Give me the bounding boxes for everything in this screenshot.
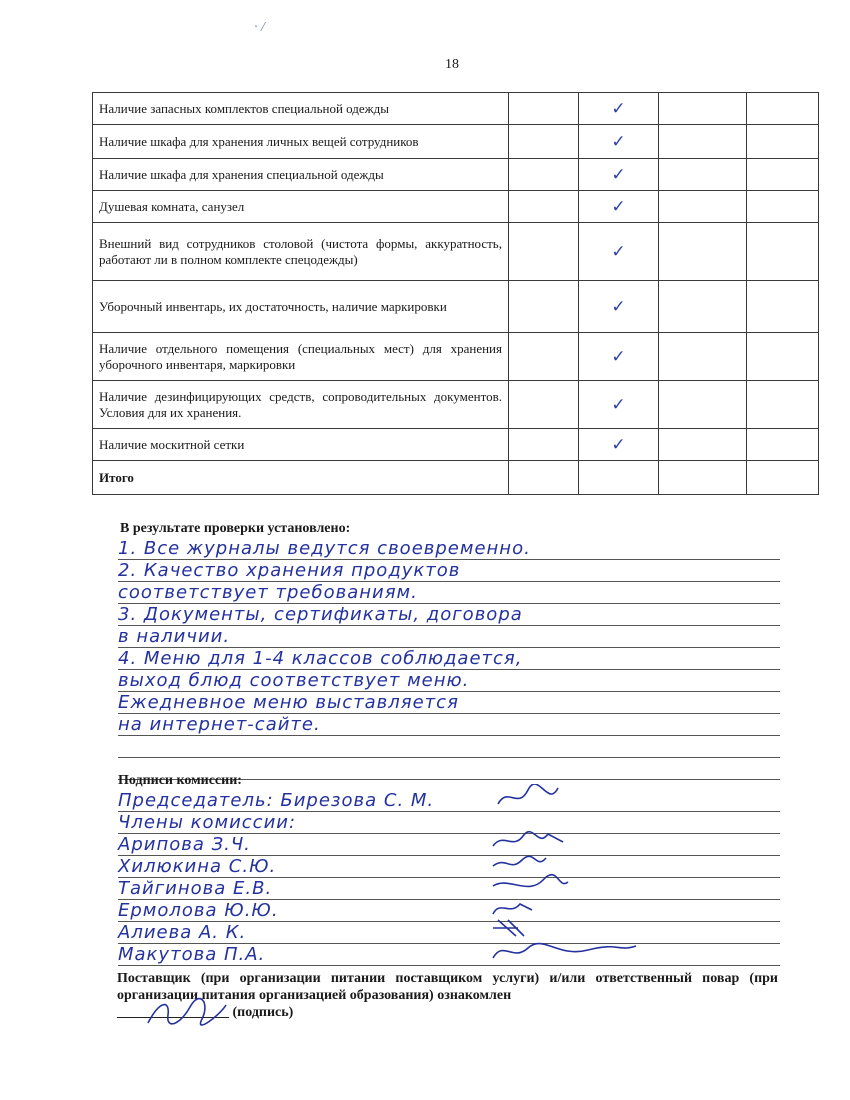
empty-cell bbox=[747, 223, 819, 281]
findings-heading: В результате проверки установлено: bbox=[120, 521, 351, 536]
supplier-signature-label: (подпись) bbox=[232, 1005, 294, 1020]
finding-line: 3. Документы, сертификаты, договора bbox=[118, 604, 780, 626]
empty-cell bbox=[659, 93, 747, 125]
signature-name: Члены комиссии: bbox=[118, 812, 297, 833]
chairperson-signature-line bbox=[118, 790, 780, 812]
findings-lines bbox=[118, 538, 780, 780]
empty-cell bbox=[509, 159, 579, 191]
check-mark: ✓ bbox=[579, 191, 659, 223]
finding-line: выход блюд соответствует меню. bbox=[118, 670, 780, 692]
empty-cell bbox=[747, 159, 819, 191]
criterion-cell: Наличие шкафа для хранения личных вещей сотрудников bbox=[93, 125, 509, 159]
member-signature-line bbox=[118, 856, 780, 878]
empty-cell bbox=[509, 429, 579, 461]
total-row bbox=[93, 461, 819, 495]
table-row bbox=[93, 93, 819, 125]
handwritten-signature bbox=[488, 938, 638, 966]
empty-cell bbox=[659, 223, 747, 281]
member-signature-line bbox=[118, 922, 780, 944]
finding-line bbox=[118, 736, 780, 758]
empty-cell bbox=[747, 333, 819, 381]
finding-line: в наличии. bbox=[118, 626, 780, 648]
criterion-cell: Наличие москитной сетки bbox=[93, 429, 509, 461]
table-row bbox=[93, 125, 819, 159]
criterion-cell: Душевая комната, санузел bbox=[93, 191, 509, 223]
finding-line: Ежедневное меню выставляется bbox=[118, 692, 780, 714]
member-signature-line bbox=[118, 834, 780, 856]
check-mark: ✓ bbox=[579, 223, 659, 281]
supplier-signature-blank: ________________ bbox=[117, 1005, 229, 1020]
member-signature-line bbox=[118, 812, 780, 834]
empty-cell bbox=[747, 381, 819, 429]
empty-cell bbox=[747, 125, 819, 159]
page-number: 18 bbox=[445, 57, 459, 72]
member-signature-line bbox=[118, 944, 780, 966]
check-mark: ✓ bbox=[579, 159, 659, 191]
supplier-note-text: Поставщик (при организации питании поставщиком услуги) и/или ответственный повар (при организации питания организацией образования) ознакомлен bbox=[117, 971, 778, 1003]
criterion-cell: Наличие отдельного помещения (специальных мест) для хранения уборочного инвентаря, маркировки bbox=[93, 333, 509, 381]
table-row bbox=[93, 281, 819, 333]
check-mark: ✓ bbox=[579, 281, 659, 333]
finding-line: на интернет-сайте. bbox=[118, 714, 780, 736]
empty-cell bbox=[509, 333, 579, 381]
handwritten-signature bbox=[488, 784, 638, 812]
table-row bbox=[93, 223, 819, 281]
table-row bbox=[93, 429, 819, 461]
empty-cell bbox=[509, 461, 579, 495]
signature-name: Арипова З.Ч. bbox=[118, 834, 251, 855]
empty-cell bbox=[747, 281, 819, 333]
empty-cell bbox=[659, 461, 747, 495]
check-mark: ✓ bbox=[579, 333, 659, 381]
empty-cell bbox=[659, 191, 747, 223]
check-mark: ✓ bbox=[579, 429, 659, 461]
criterion-cell: Наличие запасных комплектов специальной одежды bbox=[93, 93, 509, 125]
signature-name: Алиева А. К. bbox=[118, 922, 247, 943]
criterion-cell: Наличие дезинфицирующих средств, сопроводительных документов. Условия для их хранения. bbox=[93, 381, 509, 429]
empty-cell bbox=[509, 281, 579, 333]
table-row bbox=[93, 159, 819, 191]
empty-cell bbox=[747, 191, 819, 223]
check-mark: ✓ bbox=[579, 125, 659, 159]
empty-cell bbox=[747, 461, 819, 495]
empty-cell bbox=[659, 159, 747, 191]
empty-cell bbox=[747, 429, 819, 461]
finding-line: 4. Меню для 1-4 классов соблюдается, bbox=[118, 648, 780, 670]
supplier-signature-scribble bbox=[140, 995, 230, 1029]
table-row bbox=[93, 381, 819, 429]
empty-cell bbox=[509, 223, 579, 281]
finding-line: 1. Все журналы ведутся своевременно. bbox=[118, 538, 780, 560]
signature-lines bbox=[118, 790, 780, 966]
empty-cell bbox=[659, 381, 747, 429]
total-label: Итого bbox=[93, 461, 509, 495]
signature-name: Хилюкина С.Ю. bbox=[118, 856, 277, 877]
empty-cell bbox=[509, 93, 579, 125]
finding-line: соответствует требованиям. bbox=[118, 582, 780, 604]
signature-name: Председатель: Бирезова С. М. bbox=[118, 790, 435, 811]
member-signature-line bbox=[118, 900, 780, 922]
empty-cell bbox=[659, 281, 747, 333]
empty-cell bbox=[509, 381, 579, 429]
ink-smudge: · / bbox=[254, 20, 265, 35]
criterion-cell: Уборочный инвентарь, их достаточность, наличие маркировки bbox=[93, 281, 509, 333]
check-mark: ✓ bbox=[579, 381, 659, 429]
member-signature-line bbox=[118, 878, 780, 900]
finding-line: 2. Качество хранения продуктов bbox=[118, 560, 780, 582]
empty-cell bbox=[509, 125, 579, 159]
empty-cell bbox=[579, 461, 659, 495]
criterion-cell: Внешний вид сотрудников столовой (чистота формы, аккуратность, работают ли в полном комплекте спецодежды) bbox=[93, 223, 509, 281]
empty-cell bbox=[747, 93, 819, 125]
signature-name: Макутова П.А. bbox=[118, 944, 266, 965]
table-row bbox=[93, 191, 819, 223]
signature-name: Тайгинова Е.В. bbox=[118, 878, 273, 899]
empty-cell bbox=[659, 125, 747, 159]
signature-name: Ермолова Ю.Ю. bbox=[118, 900, 279, 921]
check-mark: ✓ bbox=[579, 93, 659, 125]
empty-cell bbox=[659, 429, 747, 461]
signatures-heading: Подписи комиссии: bbox=[118, 773, 242, 788]
checklist-table bbox=[92, 92, 819, 495]
empty-cell bbox=[659, 333, 747, 381]
empty-cell bbox=[509, 191, 579, 223]
table-row bbox=[93, 333, 819, 381]
criterion-cell: Наличие шкафа для хранения специальной одежды bbox=[93, 159, 509, 191]
